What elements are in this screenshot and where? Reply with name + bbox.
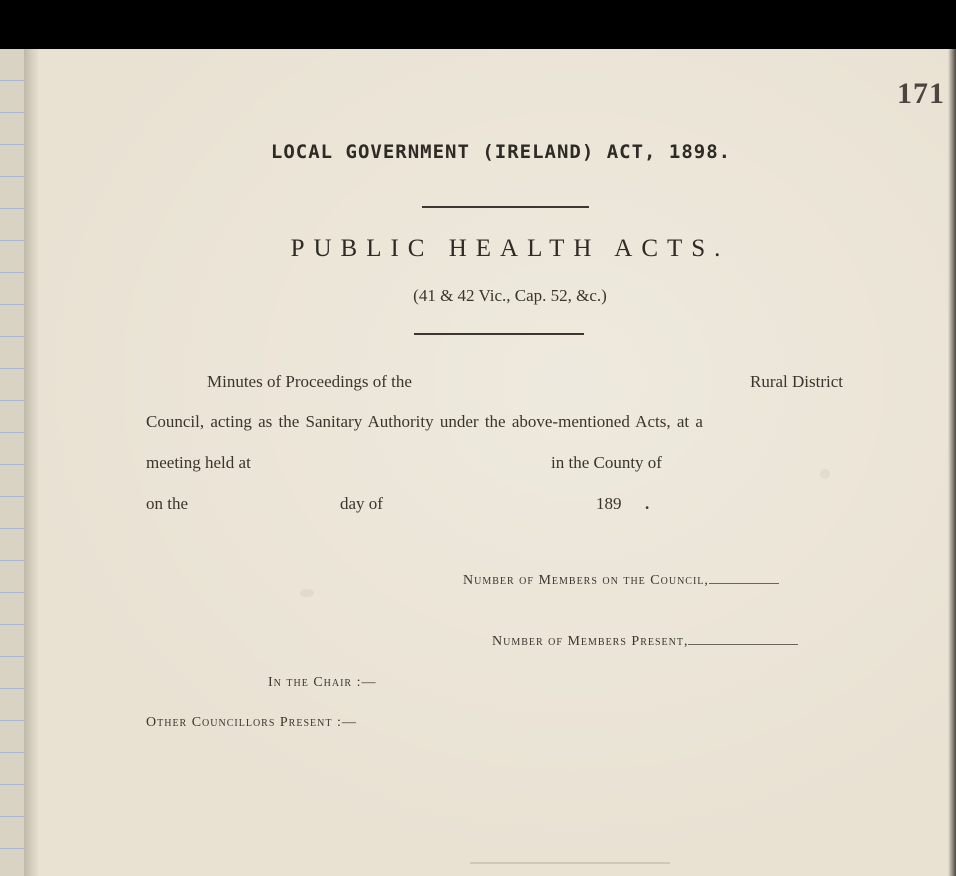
county-text: in the County of: [551, 453, 662, 472]
members-on-council-blank: [709, 582, 779, 584]
paper-blemish: [300, 589, 314, 597]
year-prefix-text: 189: [596, 494, 622, 513]
page-number: 171: [897, 77, 945, 110]
year-period: .: [645, 494, 650, 513]
in-chair-label: In the Chair :—: [268, 675, 377, 690]
meeting-held-text: meeting held at: [146, 453, 251, 472]
document-subtitle: PUBLIC HEALTH ACTS.: [290, 235, 730, 262]
members-on-council-label: Number of Members on the Council,: [463, 573, 709, 588]
faint-bottom-rule: [470, 862, 670, 864]
members-present-field: [492, 634, 798, 650]
page-right-edge: [948, 49, 956, 876]
top-black-band: [0, 0, 956, 49]
day-of-text: day of: [340, 494, 383, 513]
statute-citation: (41 & 42 Vic., Cap. 52, &c.): [413, 286, 607, 305]
subtitle-divider: [414, 333, 584, 335]
minutes-text: Minutes of Proceedings of the: [207, 372, 412, 391]
document-title: LOCAL GOVERNMENT (IRELAND) ACT, 1898.: [270, 141, 732, 163]
adjacent-page-edge: [0, 49, 24, 876]
book-binding-gutter: [24, 49, 38, 876]
document-page: [0, 49, 956, 876]
members-on-council-field: [463, 573, 779, 589]
title-divider: [422, 206, 589, 208]
on-the-text: on the: [146, 494, 189, 513]
paper-blemish: [820, 469, 830, 479]
members-present-blank: [688, 643, 798, 645]
members-present-label: Number of Members Present,: [492, 634, 689, 649]
rural-district-text: Rural District: [750, 372, 844, 391]
council-text: Council, acting as the Sanitary Authority under the above-mentioned Acts, at a: [146, 412, 703, 431]
other-councillors-label: Other Councillors Present :—: [146, 715, 357, 730]
